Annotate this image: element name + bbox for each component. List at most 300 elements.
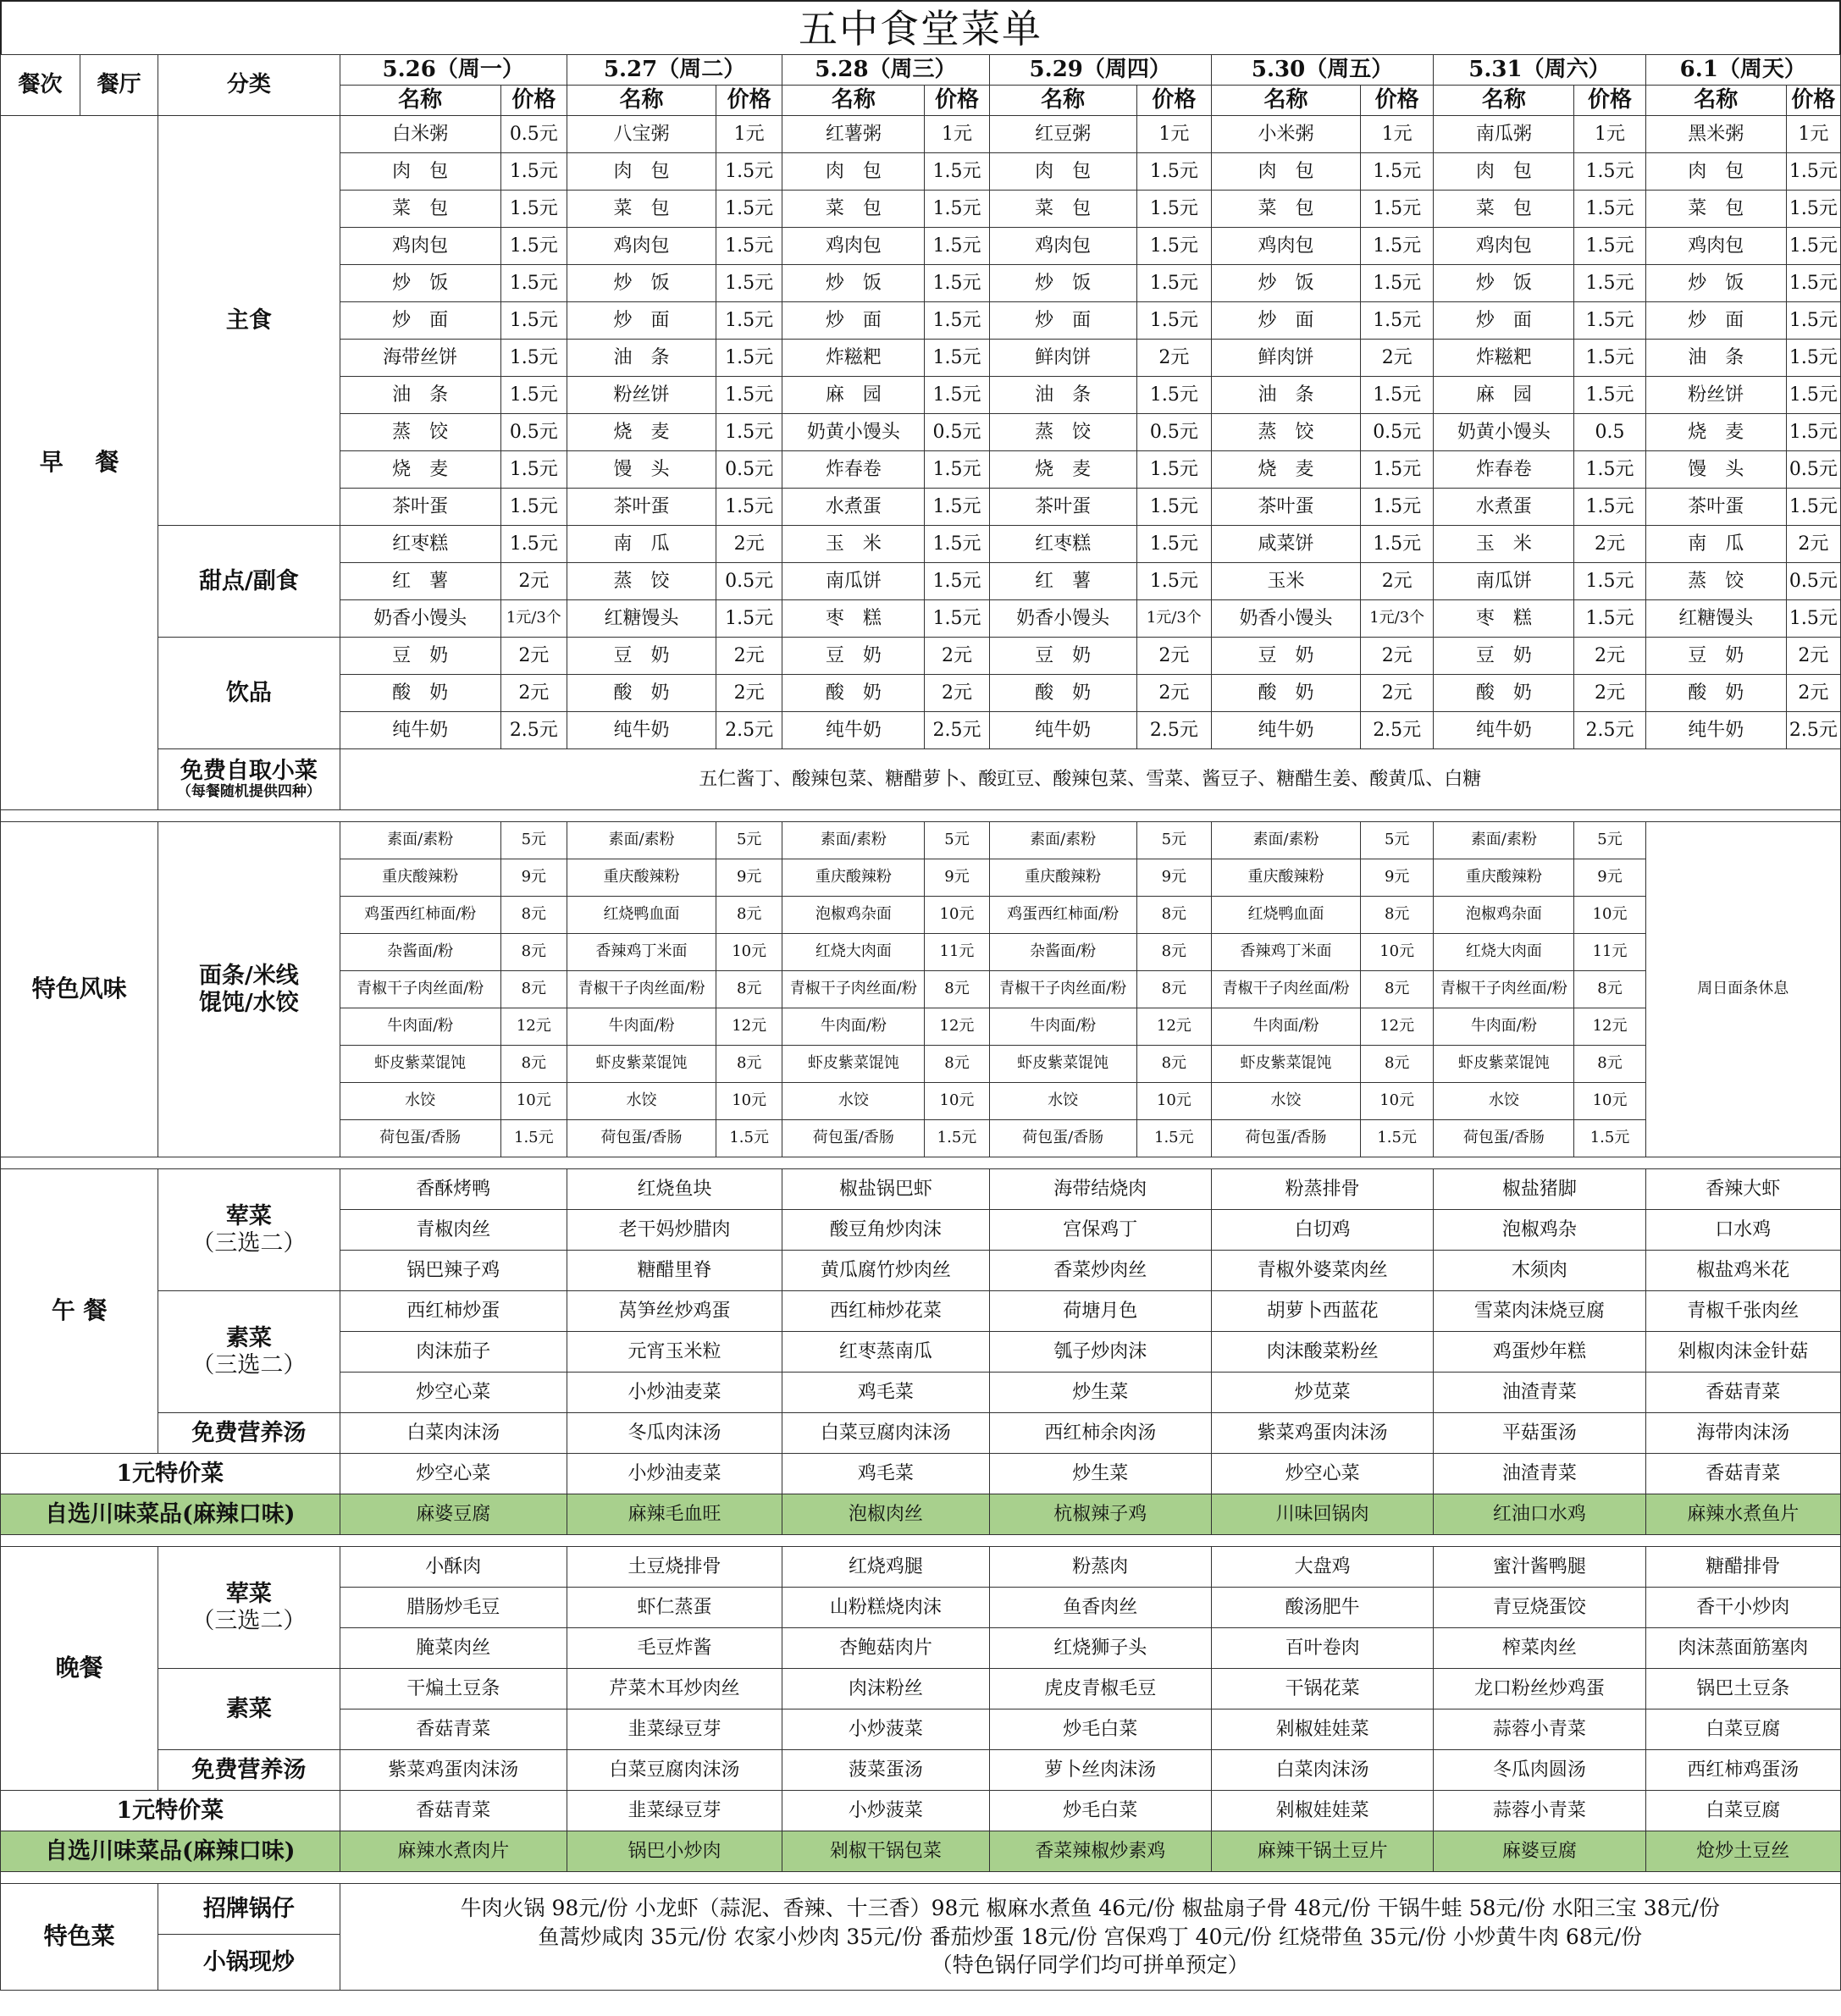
- category-veg-label: 素菜: [225, 1695, 272, 1722]
- noodle-name: 泡椒鸡杂面: [1434, 897, 1574, 934]
- table-row: [1, 116, 1841, 153]
- dish-price: 1.5元: [925, 563, 989, 600]
- specialty-line: （特色锅仔同学们均可拼单预定）: [931, 1952, 1249, 1978]
- dish-price: 1.5元: [1136, 563, 1211, 600]
- dish-price: 1.5元: [716, 489, 782, 526]
- dish-name: 荷塘月色: [989, 1291, 1211, 1332]
- noodle-price: 8元: [1361, 1046, 1434, 1083]
- category-veg: [158, 1669, 340, 1750]
- dish-price: 2元: [1574, 675, 1645, 712]
- sichuan-dish: 杭椒辣子鸡: [989, 1494, 1211, 1535]
- dish-price: 1.5元: [716, 265, 782, 302]
- dish-name: 水煮蛋: [1434, 489, 1574, 526]
- noodle-name: 红烧大肉面: [782, 934, 925, 971]
- dish-price: 1.5元: [925, 489, 989, 526]
- table-row: [1, 822, 1841, 859]
- dish-price: 1.5元: [925, 302, 989, 340]
- dish-price: 1元/3个: [1361, 600, 1434, 638]
- dish-name: 炒 饭: [1434, 265, 1574, 302]
- noodle-price: 8元: [925, 971, 989, 1008]
- dish-price: 1.5元: [1786, 265, 1840, 302]
- table-row: [1, 1169, 1841, 1210]
- dish-name: 元宵玉米粒: [567, 1332, 782, 1373]
- dish-price: 1.5元: [1136, 377, 1211, 414]
- soup-name: 白菜豆腐肉沫汤: [782, 1413, 989, 1454]
- dish-name: 豆 奶: [989, 638, 1136, 675]
- header-name: 名称: [1434, 86, 1574, 116]
- dish-name: 莴笋丝炒鸡蛋: [567, 1291, 782, 1332]
- dish-price: 1.5元: [925, 153, 989, 191]
- dish-price: 1.5元: [925, 265, 989, 302]
- noodle-price: 10元: [925, 1083, 989, 1120]
- dish-name: 宫保鸡丁: [989, 1210, 1211, 1251]
- dish-name: 榨菜肉丝: [1434, 1628, 1645, 1669]
- dish-name: 酸 奶: [989, 675, 1136, 712]
- category-veg-label: 素菜: [225, 1325, 272, 1352]
- dish-price: 2元: [1786, 526, 1840, 563]
- header-name: 名称: [989, 86, 1136, 116]
- dish-price: 1.5元: [1574, 340, 1645, 377]
- meal-specialty: 特色菜: [1, 1884, 158, 1991]
- dish-name: 西红柿炒花菜: [782, 1291, 989, 1332]
- dish-name: 豆 奶: [1211, 638, 1360, 675]
- dish-price: 1.5元: [925, 377, 989, 414]
- soup-name: 白菜豆腐肉沫汤: [567, 1750, 782, 1791]
- header-price: 价格: [1136, 86, 1211, 116]
- dish-name: 小炒油麦菜: [567, 1373, 782, 1413]
- dish-price: 1.5元: [1361, 265, 1434, 302]
- noodle-name: 香辣鸡丁米面: [1211, 934, 1360, 971]
- free-sides-list: 五仁酱丁、酸辣包菜、糖醋萝卜、酸豇豆、酸辣包菜、雪菜、酱豆子、糖醋生姜、酸黄瓜、白糖: [340, 749, 1840, 810]
- page-title: 五中食堂菜单: [0, 0, 1841, 54]
- dish-name: 纯牛奶: [782, 712, 925, 749]
- dish-name: 纯牛奶: [989, 712, 1136, 749]
- dish-name: 锅巴土豆条: [1645, 1669, 1840, 1709]
- dish-name: 酸汤肥牛: [1211, 1588, 1433, 1628]
- dish-price: 1.5元: [716, 302, 782, 340]
- category-sichuan: 自选川味菜品(麻辣口味): [1, 1494, 340, 1535]
- dish-name: 油 条: [340, 377, 500, 414]
- dish-name: 鸡肉包: [1645, 228, 1786, 265]
- dish-name: 红 薯: [989, 563, 1136, 600]
- noodle-price: 9元: [925, 859, 989, 897]
- dish-price: 1.5元: [925, 228, 989, 265]
- dish-name: 粉丝饼: [567, 377, 716, 414]
- dish-name: 炒 饭: [989, 265, 1136, 302]
- noodle-name: 水饺: [340, 1083, 500, 1120]
- free-sides-label: 免费自取小菜: [180, 758, 318, 785]
- dish-name: 奶黄小馒头: [782, 414, 925, 451]
- dish-name: 鸡肉包: [782, 228, 925, 265]
- dish-price: 1.5元: [500, 265, 567, 302]
- section-gap: [1, 1535, 1841, 1547]
- noodle-price: 9元: [716, 859, 782, 897]
- noodle-name: 荷包蛋/香肠: [782, 1120, 925, 1157]
- soup-name: 紫菜鸡蛋肉沫汤: [1211, 1413, 1433, 1454]
- table-row: [1, 1791, 1841, 1831]
- dish-name: 剁椒娃娃菜: [1211, 1709, 1433, 1750]
- table-row: [1, 810, 1841, 822]
- table-row: [1, 1157, 1841, 1169]
- dish-name: 韭菜绿豆芽: [567, 1709, 782, 1750]
- dish-price: 1.5元: [925, 340, 989, 377]
- dish-price: 1.5元: [1786, 228, 1840, 265]
- dish-price: 2.5元: [1136, 712, 1211, 749]
- noodle-name: 青椒干子肉丝面/粉: [989, 971, 1136, 1008]
- noodle-price: 10元: [1574, 1083, 1645, 1120]
- soup-name: 西红柿余肉汤: [989, 1413, 1211, 1454]
- noodle-price: 8元: [716, 897, 782, 934]
- dish-name: 白切鸡: [1211, 1210, 1433, 1251]
- noodle-price: 10元: [1361, 1083, 1434, 1120]
- noodle-name: 水饺: [989, 1083, 1136, 1120]
- soup-name: 冬瓜肉沫汤: [567, 1413, 782, 1454]
- dish-price: 1.5元: [1136, 526, 1211, 563]
- noodle-name: 荷包蛋/香肠: [567, 1120, 716, 1157]
- dish-name: 菜 包: [567, 191, 716, 228]
- dish-price: 1.5元: [1786, 414, 1840, 451]
- dish-price: 2元: [716, 675, 782, 712]
- dish-name: 奶香小馒头: [340, 600, 500, 638]
- header-day: 5.28（周三）: [782, 55, 989, 86]
- dish-name: 干锅花菜: [1211, 1669, 1433, 1709]
- dish-price: 1.5元: [1361, 153, 1434, 191]
- header-hall: 餐厅: [80, 55, 158, 116]
- noodle-price: 1.5元: [716, 1120, 782, 1157]
- dish-price: 1.5元: [1786, 153, 1840, 191]
- special-dish: 小炒菠菜: [782, 1791, 989, 1831]
- category-meat-label: 荤菜: [225, 1203, 272, 1230]
- noodle-price: 11元: [1574, 934, 1645, 971]
- dish-price: 1.5元: [500, 489, 567, 526]
- noodle-price: 8元: [500, 934, 567, 971]
- sichuan-dish: 香菜辣椒炒素鸡: [989, 1831, 1211, 1872]
- dish-price: 2元: [716, 638, 782, 675]
- dish-price: 1元/3个: [500, 600, 567, 638]
- dish-price: 1.5元: [500, 302, 567, 340]
- dish-name: 炒 面: [782, 302, 925, 340]
- special-dish: 炒毛白菜: [989, 1791, 1211, 1831]
- dish-price: 2元: [1136, 638, 1211, 675]
- header-day: 5.27（周二）: [567, 55, 782, 86]
- noodle-price: 12元: [1574, 1008, 1645, 1046]
- dish-name: 红薯粥: [782, 116, 925, 153]
- dish-name: 南 瓜: [1645, 526, 1786, 563]
- dish-price: 2.5元: [1361, 712, 1434, 749]
- noodle-name: 素面/素粉: [1211, 822, 1360, 859]
- dish-name: 南瓜饼: [1434, 563, 1574, 600]
- dish-name: 炒 面: [1434, 302, 1574, 340]
- dish-name: 奶黄小馒头: [1434, 414, 1574, 451]
- noodle-price: 10元: [716, 934, 782, 971]
- dish-price: 1元: [1786, 116, 1840, 153]
- dish-name: 粉丝饼: [1645, 377, 1786, 414]
- table-row: [1, 55, 1841, 86]
- dish-name: 纯牛奶: [1434, 712, 1574, 749]
- noodle-price: 9元: [1136, 859, 1211, 897]
- dish-price: 2元: [716, 526, 782, 563]
- dish-price: 0.5元: [1786, 451, 1840, 489]
- noodle-price: 8元: [716, 971, 782, 1008]
- dish-price: 1.5元: [716, 340, 782, 377]
- dish-name: 炒 面: [340, 302, 500, 340]
- noodle-name: 重庆酸辣粉: [782, 859, 925, 897]
- header-name: 名称: [567, 86, 716, 116]
- category-veg-note: （三选二）: [191, 1351, 307, 1378]
- dish-price: 1.5元: [716, 228, 782, 265]
- header-price: 价格: [1786, 86, 1840, 116]
- noodle-name: 荷包蛋/香肠: [1434, 1120, 1574, 1157]
- noodle-price: 5元: [1574, 822, 1645, 859]
- dish-name: 香菜炒肉丝: [989, 1251, 1211, 1291]
- category-soup: 免费营养汤: [158, 1750, 340, 1791]
- specialty-hotpot: 招牌锅仔: [158, 1884, 340, 1935]
- dish-name: 白菜豆腐: [1645, 1709, 1840, 1750]
- dish-name: 肉 包: [782, 153, 925, 191]
- category-staple: 主食: [158, 116, 340, 526]
- dish-name: 蜜汁酱鸭腿: [1434, 1547, 1645, 1588]
- dish-price: 1.5元: [500, 451, 567, 489]
- meal-noodles: 特色风味: [1, 822, 158, 1157]
- special-dish: 香菇青菜: [340, 1791, 567, 1831]
- dish-name: 菜 包: [989, 191, 1136, 228]
- meal-dinner: 晚餐: [1, 1547, 158, 1791]
- dish-name: 炒 饭: [1211, 265, 1360, 302]
- dish-name: 青椒肉丝: [340, 1210, 567, 1251]
- dish-name: 香菇青菜: [1645, 1373, 1840, 1413]
- noodle-name: 虾皮紫菜馄饨: [1211, 1046, 1360, 1083]
- header-price: 价格: [1361, 86, 1434, 116]
- category-meat: [158, 1169, 340, 1291]
- dish-name: 茶叶蛋: [1645, 489, 1786, 526]
- special-dish: 炒生菜: [989, 1454, 1211, 1494]
- dish-name: 龙口粉丝炒鸡蛋: [1434, 1669, 1645, 1709]
- specialty-wok: 小锅现炒: [158, 1935, 340, 1991]
- dish-name: 粉蒸排骨: [1211, 1169, 1433, 1210]
- dish-name: 菜 包: [1211, 191, 1360, 228]
- sichuan-dish: 泡椒肉丝: [782, 1494, 989, 1535]
- dish-price: 1.5元: [716, 414, 782, 451]
- dish-price: 1元: [1136, 116, 1211, 153]
- header-name: 名称: [1211, 86, 1360, 116]
- noodle-name: 牛肉面/粉: [989, 1008, 1136, 1046]
- dish-name: 海带结烧肉: [989, 1169, 1211, 1210]
- noodle-price: 1.5元: [1574, 1120, 1645, 1157]
- dish-name: 肉 包: [567, 153, 716, 191]
- dish-name: 茶叶蛋: [567, 489, 716, 526]
- dish-name: 青豆烧蛋饺: [1434, 1588, 1645, 1628]
- dish-price: 1.5元: [1574, 377, 1645, 414]
- noodle-name: 虾皮紫菜馄饨: [989, 1046, 1136, 1083]
- noodle-price: 10元: [716, 1083, 782, 1120]
- dish-name: 鸡肉包: [1211, 228, 1360, 265]
- dish-price: 1.5元: [1574, 451, 1645, 489]
- dish-price: 1.5元: [1136, 302, 1211, 340]
- sichuan-dish: 麻婆豆腐: [340, 1494, 567, 1535]
- dish-price: 2元: [500, 638, 567, 675]
- dish-name: 油渣青菜: [1434, 1373, 1645, 1413]
- dish-name: 酸豆角炒肉沫: [782, 1210, 989, 1251]
- dish-price: 2元: [1361, 563, 1434, 600]
- dish-price: 1.5元: [1361, 377, 1434, 414]
- table-row: [1, 1547, 1841, 1588]
- noodle-name: 素面/素粉: [782, 822, 925, 859]
- dish-price: 1元: [1574, 116, 1645, 153]
- dish-name: 毛豆炸酱: [567, 1628, 782, 1669]
- dish-name: 粉蒸肉: [989, 1547, 1211, 1588]
- category-drinks: 饮品: [158, 638, 340, 749]
- special-dish: 小炒油麦菜: [567, 1454, 782, 1494]
- dish-name: 蒸 饺: [340, 414, 500, 451]
- noodle-name: 青椒干子肉丝面/粉: [567, 971, 716, 1008]
- soup-name: 萝卜丝肉沫汤: [989, 1750, 1211, 1791]
- section-gap: [1, 1157, 1841, 1169]
- dish-name: 椒盐锅巴虾: [782, 1169, 989, 1210]
- soup-name: 白菜肉沫汤: [340, 1413, 567, 1454]
- dish-price: 1.5元: [1574, 228, 1645, 265]
- dish-price: 1.5元: [1786, 191, 1840, 228]
- dish-name: 炒 面: [989, 302, 1136, 340]
- dish-name: 小米粥: [1211, 116, 1360, 153]
- dish-name: 鲜肉饼: [1211, 340, 1360, 377]
- noodle-name: 香辣鸡丁米面: [567, 934, 716, 971]
- noodle-name: 素面/素粉: [989, 822, 1136, 859]
- noodle-price: 5元: [1136, 822, 1211, 859]
- dish-name: 南瓜饼: [782, 563, 925, 600]
- category-meat-note: （三选二）: [191, 1607, 307, 1634]
- header-price: 价格: [716, 86, 782, 116]
- sichuan-dish: 炝炒土豆丝: [1645, 1831, 1840, 1872]
- dish-price: 1.5元: [925, 526, 989, 563]
- dish-name: 炒 面: [1211, 302, 1360, 340]
- free-sides-note: （每餐随机提供四种）: [176, 783, 321, 801]
- dish-name: 炒 面: [567, 302, 716, 340]
- dish-price: 1.5元: [500, 153, 567, 191]
- dish-price: 1.5元: [1361, 526, 1434, 563]
- dish-name: 白米粥: [340, 116, 500, 153]
- noodles-category-line: 馄饨/水饺: [198, 989, 299, 1016]
- noodle-name: 青椒干子肉丝面/粉: [1211, 971, 1360, 1008]
- dish-name: 炒 面: [1645, 302, 1786, 340]
- dish-price: 0.5元: [925, 414, 989, 451]
- noodle-name: 牛肉面/粉: [1211, 1008, 1360, 1046]
- dish-price: 1.5元: [1136, 489, 1211, 526]
- sichuan-dish: 麻辣毛血旺: [567, 1494, 782, 1535]
- header-name: 名称: [340, 86, 500, 116]
- specialty-line: 鱼蒿炒咸肉 35元/份 农家小炒肉 35元/份 番茄炒蛋 18元/份 宫保鸡丁 40元/份 红烧带鱼 35元/份 小炒黄牛肉 68元/份: [538, 1924, 1643, 1949]
- dish-price: 1.5元: [1136, 153, 1211, 191]
- dish-name: 剁椒肉沫金针菇: [1645, 1332, 1840, 1373]
- noodle-name: 牛肉面/粉: [340, 1008, 500, 1046]
- noodle-price: 1.5元: [1361, 1120, 1434, 1157]
- dish-name: 豆 奶: [782, 638, 925, 675]
- dish-name: 肉沫酸菜粉丝: [1211, 1332, 1433, 1373]
- dish-price: 1.5元: [500, 340, 567, 377]
- noodle-price: 9元: [1574, 859, 1645, 897]
- dish-name: 烧 麦: [989, 451, 1136, 489]
- dish-price: 2.5元: [716, 712, 782, 749]
- dish-price: 0.5元: [1361, 414, 1434, 451]
- dish-name: 红糖馒头: [567, 600, 716, 638]
- dish-name: 玉 米: [1434, 526, 1574, 563]
- category-special: 1元特价菜: [1, 1454, 340, 1494]
- noodle-price: 5元: [500, 822, 567, 859]
- noodle-name: 牛肉面/粉: [567, 1008, 716, 1046]
- dish-name: 香菇青菜: [340, 1709, 567, 1750]
- dish-name: 鱼香肉丝: [989, 1588, 1211, 1628]
- dish-price: 2元: [925, 675, 989, 712]
- dish-name: 老干妈炒腊肉: [567, 1210, 782, 1251]
- dish-name: 鸡肉包: [567, 228, 716, 265]
- table-row: [1, 1535, 1841, 1547]
- header-day: 5.30（周五）: [1211, 55, 1433, 86]
- special-dish: 香菇青菜: [1645, 1454, 1840, 1494]
- noodle-price: 12元: [500, 1008, 567, 1046]
- noodle-price: 8元: [1136, 971, 1211, 1008]
- dish-name: 枣 糕: [782, 600, 925, 638]
- dish-price: 2.5元: [1786, 712, 1840, 749]
- dish-price: 1.5元: [716, 600, 782, 638]
- noodle-price: 8元: [1136, 934, 1211, 971]
- dish-name: 枣 糕: [1434, 600, 1574, 638]
- dish-name: 胡萝卜西蓝花: [1211, 1291, 1433, 1332]
- dish-price: 2元: [1361, 340, 1434, 377]
- dish-price: 0.5元: [716, 451, 782, 489]
- dish-name: 肉沫粉丝: [782, 1669, 989, 1709]
- dish-price: 1.5元: [1786, 340, 1840, 377]
- noodle-name: 重庆酸辣粉: [989, 859, 1136, 897]
- dish-price: 0.5元: [716, 563, 782, 600]
- dish-name: 椒盐猪脚: [1434, 1169, 1645, 1210]
- dish-name: 腌菜肉丝: [340, 1628, 567, 1669]
- dish-price: 1.5元: [1361, 302, 1434, 340]
- noodle-price: 5元: [925, 822, 989, 859]
- category-meat-label: 荤菜: [225, 1581, 272, 1608]
- dish-price: 2元: [925, 638, 989, 675]
- header-price: 价格: [925, 86, 989, 116]
- section-gap: [1, 1872, 1841, 1884]
- dish-name: 红枣糕: [989, 526, 1136, 563]
- dish-price: 1.5元: [1136, 191, 1211, 228]
- dish-name: 木须肉: [1434, 1251, 1645, 1291]
- dish-name: 红枣糕: [340, 526, 500, 563]
- table-row: [1, 1413, 1841, 1454]
- dish-name: 蒜蓉小青菜: [1434, 1709, 1645, 1750]
- dish-name: 鸡蛋炒年糕: [1434, 1332, 1645, 1373]
- dish-name: 酸 奶: [782, 675, 925, 712]
- dish-name: 水煮蛋: [782, 489, 925, 526]
- sichuan-dish: 剁椒干锅包菜: [782, 1831, 989, 1872]
- dish-name: 椒盐鸡米花: [1645, 1251, 1840, 1291]
- dish-name: 菜 包: [1645, 191, 1786, 228]
- noodle-price: 8元: [500, 971, 567, 1008]
- dish-price: 0.5元: [1136, 414, 1211, 451]
- soup-name: 西红柿鸡蛋汤: [1645, 1750, 1840, 1791]
- dish-name: 红烧鱼块: [567, 1169, 782, 1210]
- noodle-name: 牛肉面/粉: [782, 1008, 925, 1046]
- dish-name: 虾仁蒸蛋: [567, 1588, 782, 1628]
- dish-name: 小酥肉: [340, 1547, 567, 1588]
- noodle-price: 10元: [1136, 1083, 1211, 1120]
- header-name: 名称: [1645, 86, 1786, 116]
- dish-price: 2元: [1786, 638, 1840, 675]
- header-meal: 餐次: [1, 55, 80, 116]
- dish-price: 1.5元: [500, 526, 567, 563]
- dish-name: 黑米粥: [1645, 116, 1786, 153]
- dish-price: 2元: [500, 675, 567, 712]
- dish-price: 1.5元: [1574, 563, 1645, 600]
- dish-price: 1.5元: [1574, 489, 1645, 526]
